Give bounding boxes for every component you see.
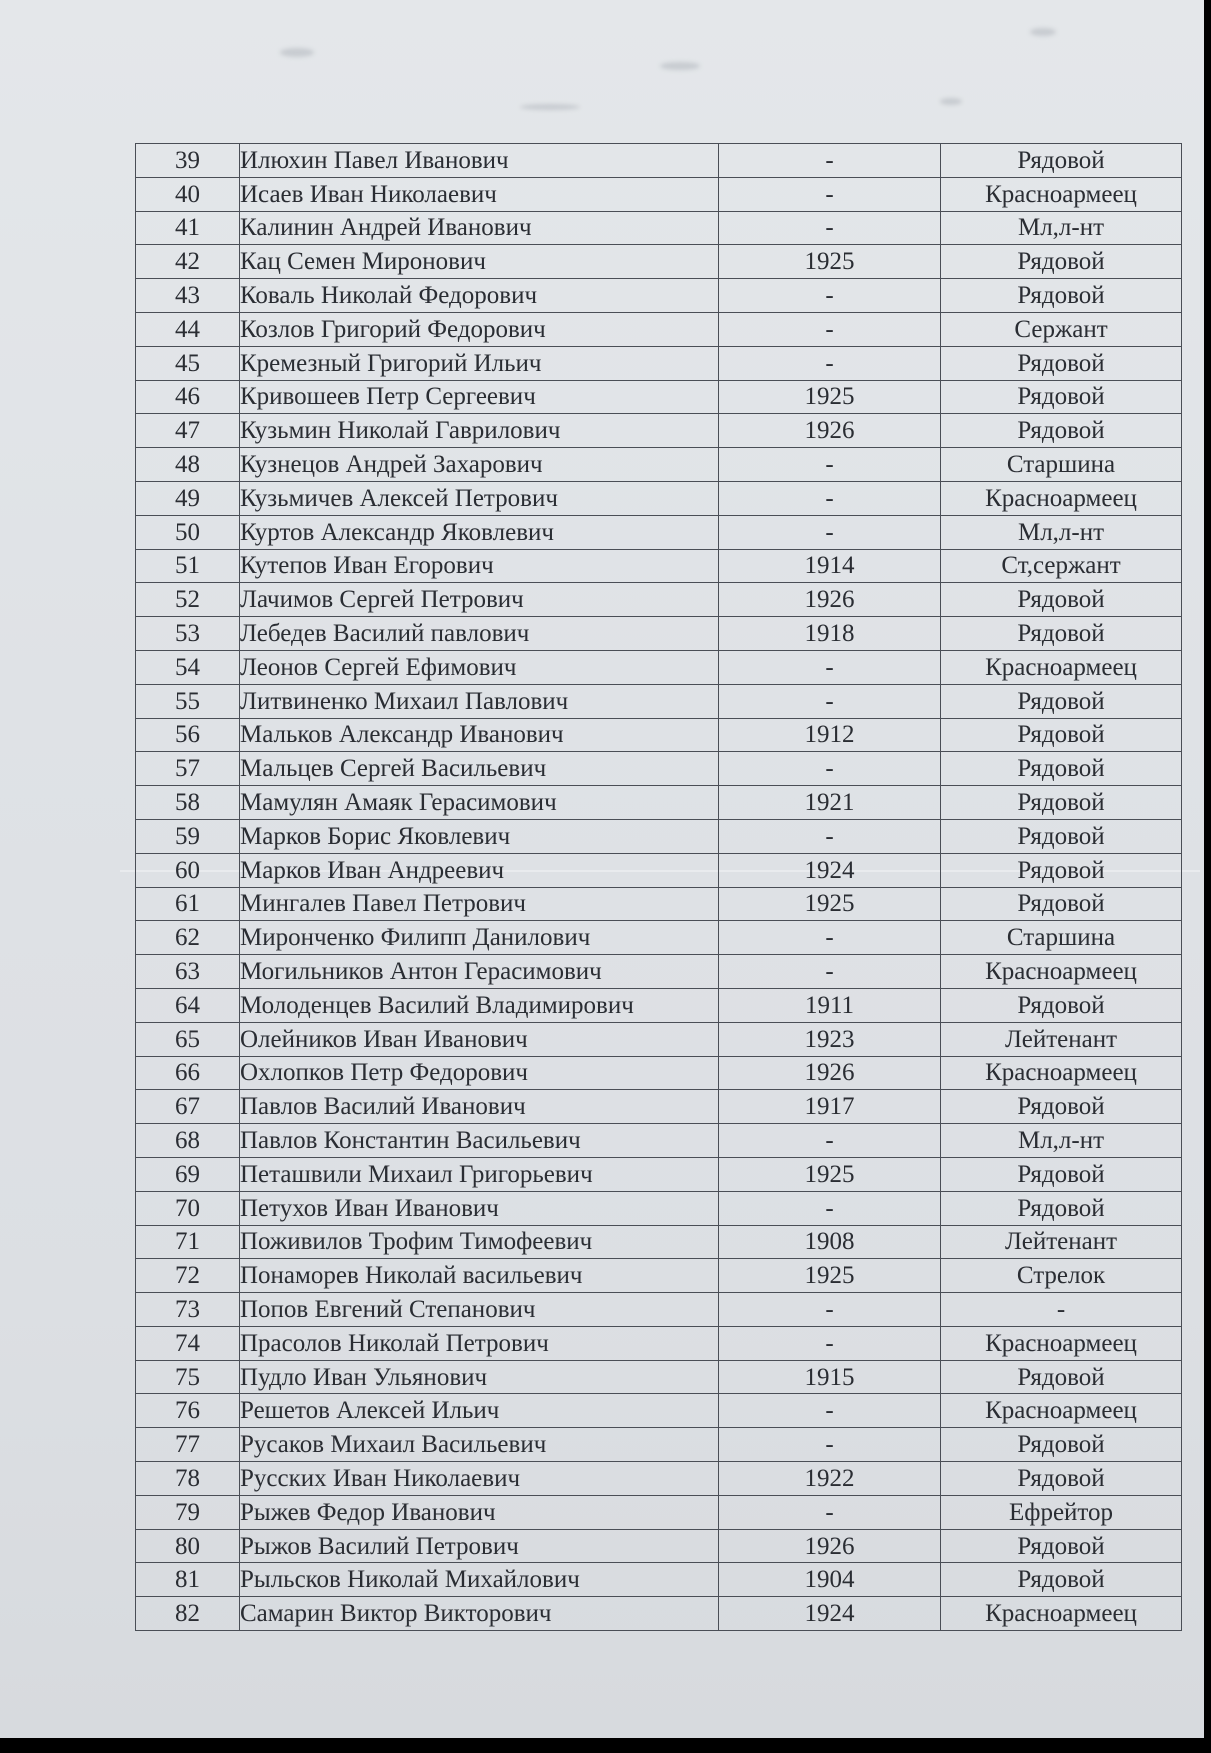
birth-year: 1904 — [719, 1563, 941, 1597]
table-row — [136, 1462, 1182, 1496]
paper-smudge — [940, 98, 962, 105]
person-name: Литвиненко Михаил Павлович — [240, 684, 719, 718]
table-row — [136, 988, 1182, 1022]
birth-year: - — [719, 312, 941, 346]
military-rank: Красноармеец — [941, 177, 1182, 211]
table-row — [136, 279, 1182, 313]
person-name: Охлопков Петр Федорович — [240, 1056, 719, 1090]
row-number: 39 — [136, 144, 240, 178]
military-rank: Стрелок — [941, 1259, 1182, 1293]
row-number: 76 — [136, 1394, 240, 1428]
military-rank: Рядовой — [941, 1157, 1182, 1191]
table-row — [136, 650, 1182, 684]
military-rank: - — [941, 1293, 1182, 1327]
table-row — [136, 177, 1182, 211]
military-rank: Красноармеец — [941, 955, 1182, 989]
table-row — [136, 144, 1182, 178]
table-row — [136, 921, 1182, 955]
row-number: 71 — [136, 1225, 240, 1259]
person-name: Мингалев Павел Петрович — [240, 887, 719, 921]
row-number: 58 — [136, 786, 240, 820]
military-rank: Ефрейтор — [941, 1495, 1182, 1529]
birth-year: - — [719, 346, 941, 380]
row-number: 79 — [136, 1495, 240, 1529]
row-number: 57 — [136, 752, 240, 786]
person-name: Поживилов Трофим Тимофеевич — [240, 1225, 719, 1259]
row-number: 54 — [136, 650, 240, 684]
person-name: Леонов Сергей Ефимович — [240, 650, 719, 684]
paper-smudge — [280, 48, 314, 57]
row-number: 46 — [136, 380, 240, 414]
person-name: Кривошеев Петр Сергеевич — [240, 380, 719, 414]
military-rank: Рядовой — [941, 380, 1182, 414]
birth-year: - — [719, 448, 941, 482]
row-number: 68 — [136, 1124, 240, 1158]
roster-body — [136, 144, 1182, 1631]
table-row — [136, 515, 1182, 549]
row-number: 48 — [136, 448, 240, 482]
row-number: 65 — [136, 1022, 240, 1056]
table-row — [136, 718, 1182, 752]
row-number: 74 — [136, 1326, 240, 1360]
person-name: Куртов Александр Яковлевич — [240, 515, 719, 549]
birth-year: - — [719, 177, 941, 211]
row-number: 70 — [136, 1191, 240, 1225]
row-number: 52 — [136, 583, 240, 617]
table-row — [136, 583, 1182, 617]
row-number: 66 — [136, 1056, 240, 1090]
row-number: 72 — [136, 1259, 240, 1293]
table-row — [136, 955, 1182, 989]
paper-smudge — [1030, 28, 1056, 36]
table-row — [136, 819, 1182, 853]
birth-year: 1925 — [719, 1157, 941, 1191]
birth-year: 1922 — [719, 1462, 941, 1496]
birth-year: 1925 — [719, 887, 941, 921]
row-number: 50 — [136, 515, 240, 549]
birth-year: 1925 — [719, 245, 941, 279]
person-name: Кутепов Иван Егорович — [240, 549, 719, 583]
row-number: 60 — [136, 853, 240, 887]
military-rank: Рядовой — [941, 279, 1182, 313]
person-name: Миронченко Филипп Данилович — [240, 921, 719, 955]
table-row — [136, 211, 1182, 245]
birth-year: - — [719, 481, 941, 515]
row-number: 55 — [136, 684, 240, 718]
row-number: 80 — [136, 1529, 240, 1563]
table-row — [136, 1259, 1182, 1293]
military-rank: Рядовой — [941, 819, 1182, 853]
row-number: 59 — [136, 819, 240, 853]
row-number: 64 — [136, 988, 240, 1022]
military-rank: Рядовой — [941, 887, 1182, 921]
person-name: Кремезный Григорий Ильич — [240, 346, 719, 380]
table-row — [136, 1124, 1182, 1158]
birth-year: - — [719, 1394, 941, 1428]
person-name: Павлов Василий Иванович — [240, 1090, 719, 1124]
person-name: Илюхин Павел Иванович — [240, 144, 719, 178]
person-name: Марков Иван Андреевич — [240, 853, 719, 887]
person-name: Русаков Михаил Васильевич — [240, 1428, 719, 1462]
row-number: 73 — [136, 1293, 240, 1327]
military-rank: Рядовой — [941, 988, 1182, 1022]
table-row — [136, 1529, 1182, 1563]
table-row — [136, 1090, 1182, 1124]
birth-year: 1908 — [719, 1225, 941, 1259]
birth-year: - — [719, 819, 941, 853]
birth-year: 1926 — [719, 583, 941, 617]
table-row — [136, 684, 1182, 718]
person-name: Кузьмичев Алексей Петрович — [240, 481, 719, 515]
birth-year: - — [719, 211, 941, 245]
person-name: Попов Евгений Степанович — [240, 1293, 719, 1327]
person-name: Могильников Антон Герасимович — [240, 955, 719, 989]
birth-year: - — [719, 1428, 941, 1462]
birth-year: - — [719, 144, 941, 178]
person-name: Коваль Николай Федорович — [240, 279, 719, 313]
military-rank: Рядовой — [941, 1529, 1182, 1563]
table-row — [136, 1293, 1182, 1327]
row-number: 56 — [136, 718, 240, 752]
table-row — [136, 1191, 1182, 1225]
birth-year: 1921 — [719, 786, 941, 820]
row-number: 41 — [136, 211, 240, 245]
person-name: Павлов Константин Васильевич — [240, 1124, 719, 1158]
person-name: Петухов Иван Иванович — [240, 1191, 719, 1225]
birth-year: - — [719, 650, 941, 684]
table-row — [136, 752, 1182, 786]
paper-smudge — [520, 104, 580, 110]
person-name: Мамулян Амаяк Герасимович — [240, 786, 719, 820]
birth-year: 1926 — [719, 1056, 941, 1090]
row-number: 47 — [136, 414, 240, 448]
military-rank: Рядовой — [941, 1428, 1182, 1462]
birth-year: 1924 — [719, 853, 941, 887]
row-number: 81 — [136, 1563, 240, 1597]
roster-table — [135, 143, 1182, 1631]
military-rank: Лейтенант — [941, 1225, 1182, 1259]
person-name: Молоденцев Василий Владимирович — [240, 988, 719, 1022]
table-row — [136, 414, 1182, 448]
military-rank: Рядовой — [941, 583, 1182, 617]
row-number: 67 — [136, 1090, 240, 1124]
military-rank: Рядовой — [941, 1563, 1182, 1597]
birth-year: 1912 — [719, 718, 941, 752]
birth-year: - — [719, 1326, 941, 1360]
military-rank: Рядовой — [941, 1191, 1182, 1225]
person-name: Лачимов Сергей Петрович — [240, 583, 719, 617]
table-row — [136, 1326, 1182, 1360]
military-rank: Старшина — [941, 448, 1182, 482]
table-row — [136, 380, 1182, 414]
table-row — [136, 853, 1182, 887]
military-rank: Красноармеец — [941, 481, 1182, 515]
row-number: 44 — [136, 312, 240, 346]
birth-year: - — [719, 1124, 941, 1158]
person-name: Кузнецов Андрей Захарович — [240, 448, 719, 482]
row-number: 45 — [136, 346, 240, 380]
table-row — [136, 1157, 1182, 1191]
table-row — [136, 1056, 1182, 1090]
military-rank: Ст,сержант — [941, 549, 1182, 583]
table-row — [136, 312, 1182, 346]
military-rank: Рядовой — [941, 617, 1182, 651]
military-rank: Рядовой — [941, 414, 1182, 448]
person-name: Кузьмин Николай Гаврилович — [240, 414, 719, 448]
person-name: Петашвили Михаил Григорьевич — [240, 1157, 719, 1191]
military-rank: Рядовой — [941, 245, 1182, 279]
person-name: Мальцев Сергей Васильевич — [240, 752, 719, 786]
row-number: 40 — [136, 177, 240, 211]
military-rank: Красноармеец — [941, 1394, 1182, 1428]
birth-year: 1924 — [719, 1597, 941, 1631]
person-name: Олейников Иван Иванович — [240, 1022, 719, 1056]
birth-year: 1914 — [719, 549, 941, 583]
birth-year: 1917 — [719, 1090, 941, 1124]
birth-year: - — [719, 515, 941, 549]
military-rank: Мл,л-нт — [941, 515, 1182, 549]
military-rank: Старшина — [941, 921, 1182, 955]
table-row — [136, 786, 1182, 820]
birth-year: 1926 — [719, 414, 941, 448]
birth-year: - — [719, 1495, 941, 1529]
birth-year: 1925 — [719, 380, 941, 414]
military-rank: Мл,л-нт — [941, 211, 1182, 245]
military-rank: Рядовой — [941, 346, 1182, 380]
person-name: Исаев Иван Николаевич — [240, 177, 719, 211]
birth-year: - — [719, 684, 941, 718]
military-rank: Рядовой — [941, 853, 1182, 887]
row-number: 43 — [136, 279, 240, 313]
military-rank: Рядовой — [941, 684, 1182, 718]
person-name: Рыжев Федор Иванович — [240, 1495, 719, 1529]
table-row — [136, 1022, 1182, 1056]
table-row — [136, 1225, 1182, 1259]
person-name: Самарин Виктор Викторович — [240, 1597, 719, 1631]
table-row — [136, 1394, 1182, 1428]
row-number: 51 — [136, 549, 240, 583]
table-row — [136, 245, 1182, 279]
row-number: 78 — [136, 1462, 240, 1496]
person-name: Рыжов Василий Петрович — [240, 1529, 719, 1563]
person-name: Лебедев Василий павлович — [240, 617, 719, 651]
table-row — [136, 448, 1182, 482]
table-row — [136, 617, 1182, 651]
table-row — [136, 346, 1182, 380]
military-rank: Мл,л-нт — [941, 1124, 1182, 1158]
military-rank: Рядовой — [941, 718, 1182, 752]
row-number: 63 — [136, 955, 240, 989]
row-number: 62 — [136, 921, 240, 955]
table-row — [136, 1428, 1182, 1462]
military-rank: Сержант — [941, 312, 1182, 346]
birth-year: - — [719, 1293, 941, 1327]
table-row — [136, 549, 1182, 583]
person-name: Решетов Алексей Ильич — [240, 1394, 719, 1428]
military-rank: Лейтенант — [941, 1022, 1182, 1056]
row-number: 42 — [136, 245, 240, 279]
birth-year: 1911 — [719, 988, 941, 1022]
birth-year: 1915 — [719, 1360, 941, 1394]
birth-year: - — [719, 955, 941, 989]
military-rank: Рядовой — [941, 786, 1182, 820]
person-name: Калинин Андрей Иванович — [240, 211, 719, 245]
birth-year: 1925 — [719, 1259, 941, 1293]
birth-year: - — [719, 752, 941, 786]
row-number: 69 — [136, 1157, 240, 1191]
paper-smudge — [660, 62, 700, 70]
row-number: 75 — [136, 1360, 240, 1394]
table-row — [136, 1495, 1182, 1529]
military-rank: Рядовой — [941, 1090, 1182, 1124]
person-name: Пудло Иван Ульянович — [240, 1360, 719, 1394]
military-rank: Красноармеец — [941, 1597, 1182, 1631]
military-rank: Красноармеец — [941, 650, 1182, 684]
military-rank: Красноармеец — [941, 1056, 1182, 1090]
military-rank: Рядовой — [941, 1462, 1182, 1496]
person-name: Прасолов Николай Петрович — [240, 1326, 719, 1360]
person-name: Марков Борис Яковлевич — [240, 819, 719, 853]
table-row — [136, 1597, 1182, 1631]
person-name: Рыльсков Николай Михайлович — [240, 1563, 719, 1597]
table-row — [136, 481, 1182, 515]
birth-year: - — [719, 921, 941, 955]
row-number: 61 — [136, 887, 240, 921]
birth-year: - — [719, 1191, 941, 1225]
row-number: 77 — [136, 1428, 240, 1462]
row-number: 82 — [136, 1597, 240, 1631]
birth-year: 1923 — [719, 1022, 941, 1056]
birth-year: 1918 — [719, 617, 941, 651]
person-name: Русских Иван Николаевич — [240, 1462, 719, 1496]
table-row — [136, 887, 1182, 921]
person-name: Кац Семен Миронович — [240, 245, 719, 279]
military-rank: Рядовой — [941, 144, 1182, 178]
military-rank: Рядовой — [941, 752, 1182, 786]
table-row — [136, 1563, 1182, 1597]
row-number: 49 — [136, 481, 240, 515]
military-rank: Рядовой — [941, 1360, 1182, 1394]
military-rank: Красноармеец — [941, 1326, 1182, 1360]
table-row — [136, 1360, 1182, 1394]
person-name: Понаморев Николай васильевич — [240, 1259, 719, 1293]
birth-year: 1926 — [719, 1529, 941, 1563]
birth-year: - — [719, 279, 941, 313]
row-number: 53 — [136, 617, 240, 651]
person-name: Козлов Григорий Федорович — [240, 312, 719, 346]
person-name: Мальков Александр Иванович — [240, 718, 719, 752]
